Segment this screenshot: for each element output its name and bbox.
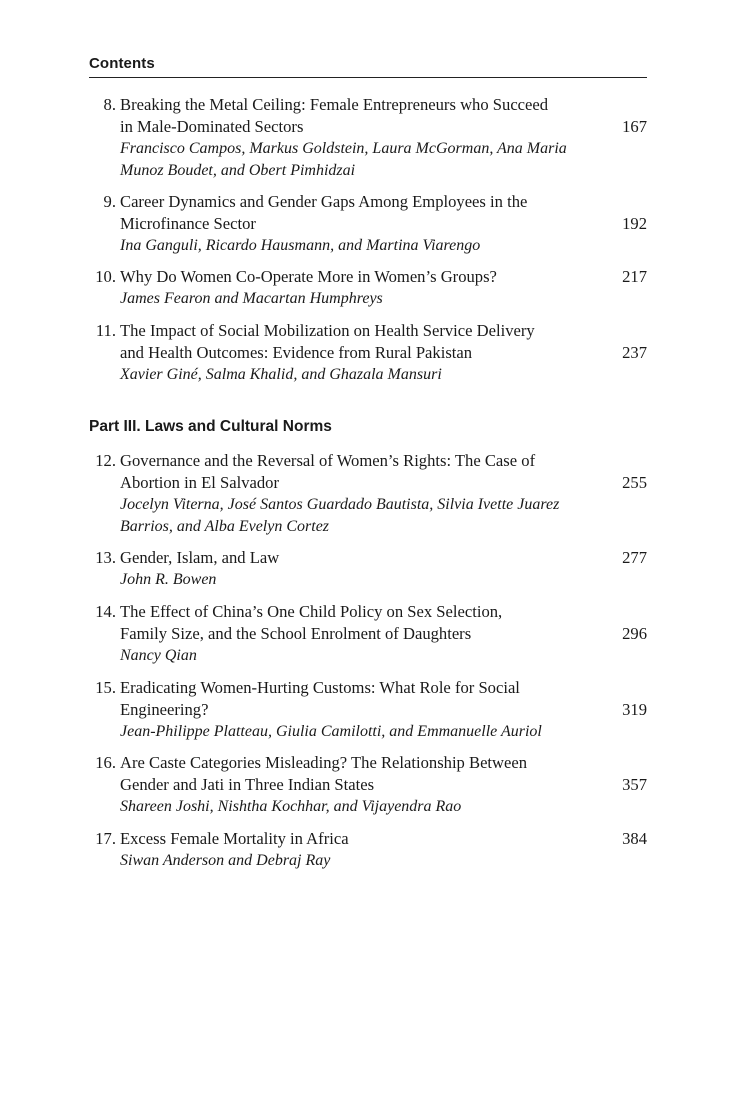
entry-number: 14. xyxy=(95,602,116,621)
entry-number: 10. xyxy=(95,267,116,286)
entry-authors: Ina Ganguli, Ricardo Hausmann, and Martina Viarengo xyxy=(120,237,481,254)
entry-number: 9. xyxy=(103,192,116,211)
entry-authors: Francisco Campos, Markus Goldstein, Laura McGorman, Ana Maria Munoz Boudet, and Obert Pimhidzai xyxy=(120,140,567,179)
entry-authors: Shareen Joshi, Nishtha Kochhar, and Vijayendra Rao xyxy=(120,798,462,815)
entry-page-number: 296 xyxy=(622,624,647,643)
entry-authors: Siwan Anderson and Debraj Ray xyxy=(120,852,331,869)
entry-number: 11. xyxy=(95,321,116,340)
page-title: Contents xyxy=(89,55,155,72)
entry-number: 13. xyxy=(95,548,116,567)
entry-number: 16. xyxy=(95,753,116,772)
entry-title: Are Caste Categories Misleading? The Relationship Between Gender and Jati in Three Indian States xyxy=(120,753,528,794)
entry-authors: John R. Bowen xyxy=(120,571,217,588)
entry-authors: Jean-Philippe Platteau, Giulia Camilotti, and Emmanuelle Auriol xyxy=(120,723,542,740)
entry-page-number: 192 xyxy=(622,214,647,233)
entry-title: Why Do Women Co-Operate More in Women’s Groups? xyxy=(120,267,497,286)
entry-page-number: 357 xyxy=(622,775,647,794)
entry-page-number: 384 xyxy=(622,829,647,848)
entry-authors: Nancy Qian xyxy=(120,647,197,664)
entry-page-number: 167 xyxy=(622,117,647,136)
entry-page-number: 319 xyxy=(622,700,647,719)
entry-authors: Jocelyn Viterna, José Santos Guardado Bautista, Silvia Ivette Juarez Barrios, and Alba Evelyn Cortez xyxy=(120,496,560,535)
entry-title: Excess Female Mortality in Africa xyxy=(120,829,349,848)
entry-title: Gender, Islam, and Law xyxy=(120,548,280,567)
entry-title: Eradicating Women-Hurting Customs: What Role for Social Engineering? xyxy=(120,678,520,719)
entry-title: Breaking the Metal Ceiling: Female Entrepreneurs who Succeed in Male-Dominated Sectors xyxy=(120,95,549,136)
entry-title: The Impact of Social Mobilization on Health Service Delivery and Health Outcomes: Evidence from Rural Pakistan xyxy=(120,321,535,362)
entry-title: Career Dynamics and Gender Gaps Among Employees in the Microfinance Sector xyxy=(120,192,528,233)
entry-title: Governance and the Reversal of Women’s Rights: The Case of Abortion in El Salvador xyxy=(120,451,536,492)
entry-page-number: 237 xyxy=(622,343,647,362)
entry-authors: Xavier Giné, Salma Khalid, and Ghazala Mansuri xyxy=(120,366,442,383)
entry-number: 8. xyxy=(103,95,116,114)
entry-title: The Effect of China’s One Child Policy on Sex Selection, Family Size, and the School Enrolment of Daughters xyxy=(120,602,503,643)
entry-number: 17. xyxy=(95,829,116,848)
section-heading: Part III. Laws and Cultural Norms xyxy=(89,418,332,435)
entry-page-number: 255 xyxy=(622,473,647,492)
entry-page-number: 277 xyxy=(622,548,647,567)
entry-page-number: 217 xyxy=(622,267,647,286)
entry-number: 15. xyxy=(95,678,116,697)
entry-authors: James Fearon and Macartan Humphreys xyxy=(120,290,383,307)
entry-number: 12. xyxy=(95,451,116,470)
page-header xyxy=(89,55,647,78)
